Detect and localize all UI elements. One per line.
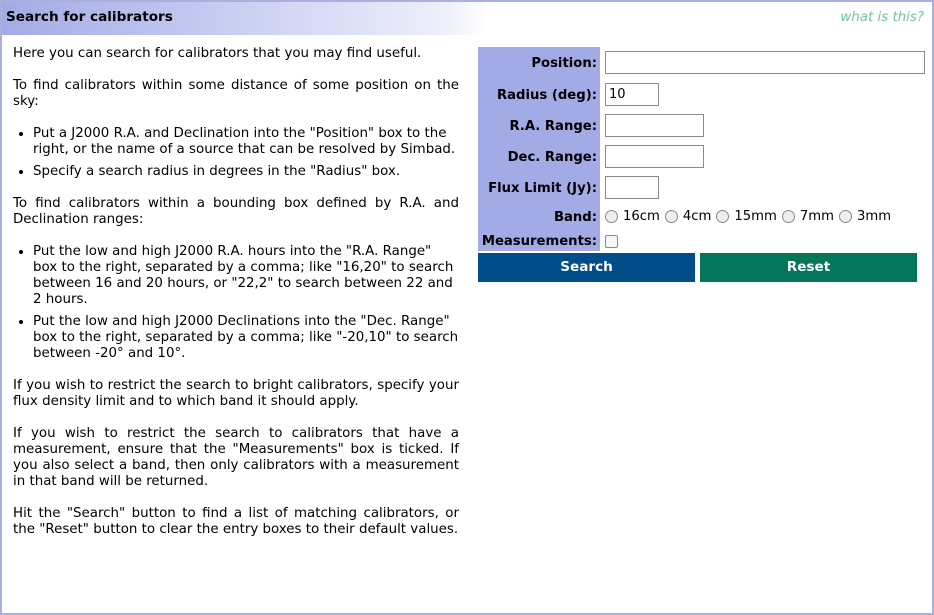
- list-item: • Put the low and high J2000 Declinations into the "Dec. Range" box to the right, separated by a comma; like "-20,10" to search between -20° and 10°.: [33, 314, 459, 362]
- band-radio-7mm[interactable]: [782, 210, 795, 223]
- band-radio-group: [605, 209, 896, 224]
- flux-limit-row: [478, 176, 933, 200]
- position-instructions-list: [13, 126, 459, 180]
- band-radio-15mm[interactable]: [716, 210, 729, 223]
- list-item: • Put a J2000 R.A. and Declination into the "Position" box to the right, or the name of a source that can be resolved by Simbad.: [33, 126, 459, 158]
- ra-range-label: R.A. Range:: [509, 119, 597, 134]
- position-label: Position:: [531, 56, 597, 71]
- position-input[interactable]: [605, 51, 925, 74]
- flux-paragraph: If you wish to restrict the search to bright calibrators, specify your flux density limit and to which band it should apply.: [13, 378, 459, 409]
- help-link[interactable]: what is this?: [840, 10, 924, 25]
- band-row: [478, 205, 933, 229]
- measurements-checkbox[interactable]: [605, 235, 618, 248]
- band-option-label: 3mm: [856, 209, 892, 224]
- reset-button[interactable]: Reset: [700, 253, 917, 282]
- flux-limit-input[interactable]: [605, 176, 659, 199]
- position-row: [478, 51, 933, 75]
- radius-row: [478, 83, 933, 107]
- range-heading: To find calibrators within a bounding box defined by R.A. and Declination ranges:: [13, 196, 459, 227]
- buttons-paragraph: Hit the "Search" button to find a list of matching calibrators, or the "Reset" button to clear the entry boxes to their default values.: [13, 506, 459, 537]
- intro-paragraph: Here you can search for calibrators that you may find useful.: [13, 46, 422, 61]
- measurements-row: [478, 229, 933, 253]
- band-option-label: 4cm: [682, 209, 712, 224]
- band-radio-16cm[interactable]: [605, 210, 618, 223]
- flux-limit-label: Flux Limit (Jy):: [488, 181, 597, 196]
- position-heading: To find calibrators within some distance of some position on the sky:: [13, 78, 459, 109]
- band-option-label: 16cm: [623, 209, 660, 224]
- dec-range-input[interactable]: [605, 145, 704, 168]
- radius-input[interactable]: [605, 83, 659, 106]
- search-button[interactable]: Search: [478, 253, 695, 282]
- radius-label: Radius (deg):: [497, 88, 597, 103]
- panel-header: [2, 2, 932, 35]
- dec-range-row: [478, 145, 933, 169]
- list-item: • Put the low and high J2000 R.A. hours into the "R.A. Range" box to the right, separated by a comma; like "16,20" to search between 16 and 20 hours, or "22,2" to search between 22 and 2 hours.: [33, 244, 459, 308]
- band-option-label: 7mm: [799, 209, 834, 224]
- panel-title: Search for calibrators: [6, 9, 173, 25]
- band-option-label: 15mm: [734, 209, 777, 224]
- measurement-paragraph: If you wish to restrict the search to calibrators that have a measurement, ensure that the "Measurements" box is ticked. If you also select a band, then only calibrators with a measurement in that band will be returned.: [13, 426, 459, 489]
- measurements-label: Measurements:: [481, 234, 597, 249]
- ra-range-row: [478, 114, 933, 138]
- ra-range-input[interactable]: [605, 114, 704, 137]
- dec-range-label: Dec. Range:: [507, 150, 597, 165]
- band-label: Band:: [553, 210, 597, 225]
- instructions-text: [13, 46, 459, 554]
- band-radio-3mm[interactable]: [839, 210, 852, 223]
- band-radio-4cm[interactable]: [665, 210, 678, 223]
- search-form: [478, 47, 933, 251]
- list-item: • Specify a search radius in degrees in the "Radius" box.: [33, 164, 459, 180]
- range-instructions-list: [13, 244, 459, 362]
